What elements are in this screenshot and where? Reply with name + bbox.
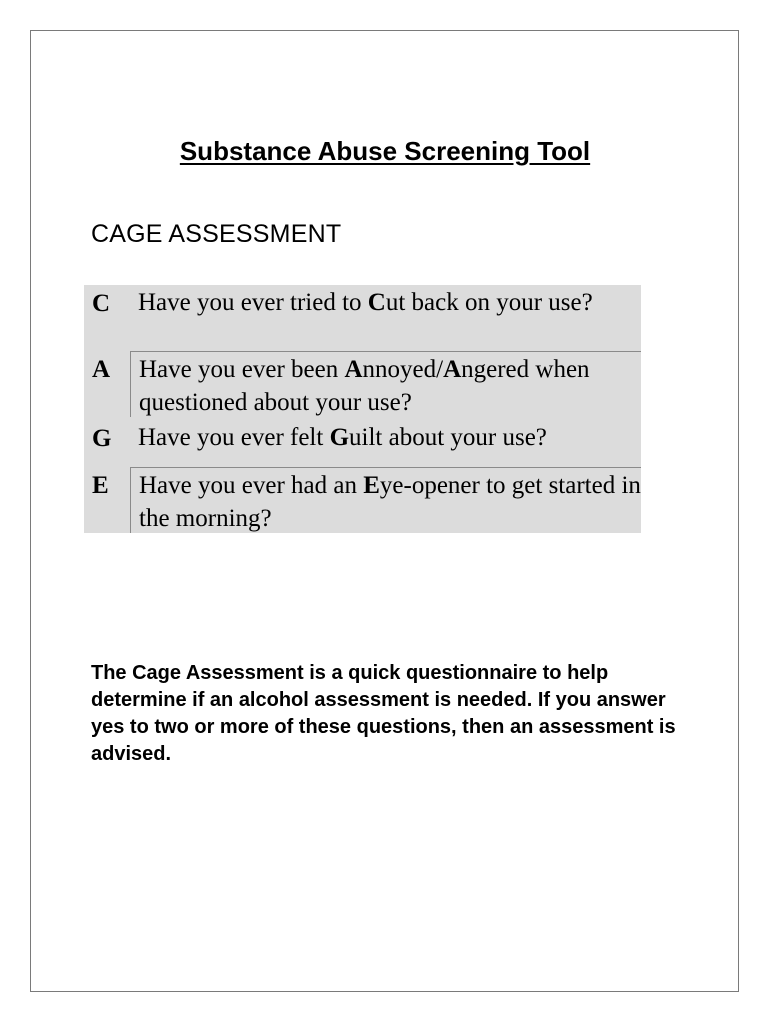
question-text: ye-opener to get started in the morning? xyxy=(139,472,641,532)
question-keyword: G xyxy=(329,424,350,451)
info-paragraph: The Cage Assessment is a quick questionnaire to help determine if an alcohol assessment is needed. If you answer yes to two or more of these questions, then an assessment is advised. xyxy=(91,662,676,765)
cage-letter: C xyxy=(92,290,111,317)
question-keyword: A xyxy=(443,356,462,383)
question-text: Have you ever felt xyxy=(138,424,330,451)
question-keyword: A xyxy=(344,356,363,383)
question-text: Have you ever had an xyxy=(139,472,364,499)
question-text: ut back on your use? xyxy=(385,289,593,316)
question-text: Have you ever tried to xyxy=(138,289,368,316)
question-text: Have you ever been xyxy=(139,356,345,383)
cage-row-c xyxy=(84,285,641,351)
cage-row-e xyxy=(84,467,641,533)
cage-question xyxy=(130,351,641,417)
cage-question xyxy=(130,467,641,533)
cage-question xyxy=(130,285,641,351)
document-title: Substance Abuse Screening Tool xyxy=(179,136,591,166)
section-heading: CAGE ASSESSMENT xyxy=(91,220,342,248)
question-text: ngered when questioned about your use? xyxy=(139,356,590,416)
cage-row-a xyxy=(84,351,641,417)
cage-row-g xyxy=(84,417,641,467)
cage-letter: A xyxy=(92,356,111,383)
question-text: nnoyed/ xyxy=(362,356,444,383)
cage-letter: E xyxy=(92,472,109,499)
question-keyword: C xyxy=(367,289,386,316)
question-text: uilt about your use? xyxy=(349,424,547,451)
cage-letter: G xyxy=(92,425,112,452)
cage-table xyxy=(84,285,641,533)
question-keyword: E xyxy=(363,472,380,499)
cage-question xyxy=(130,417,641,467)
